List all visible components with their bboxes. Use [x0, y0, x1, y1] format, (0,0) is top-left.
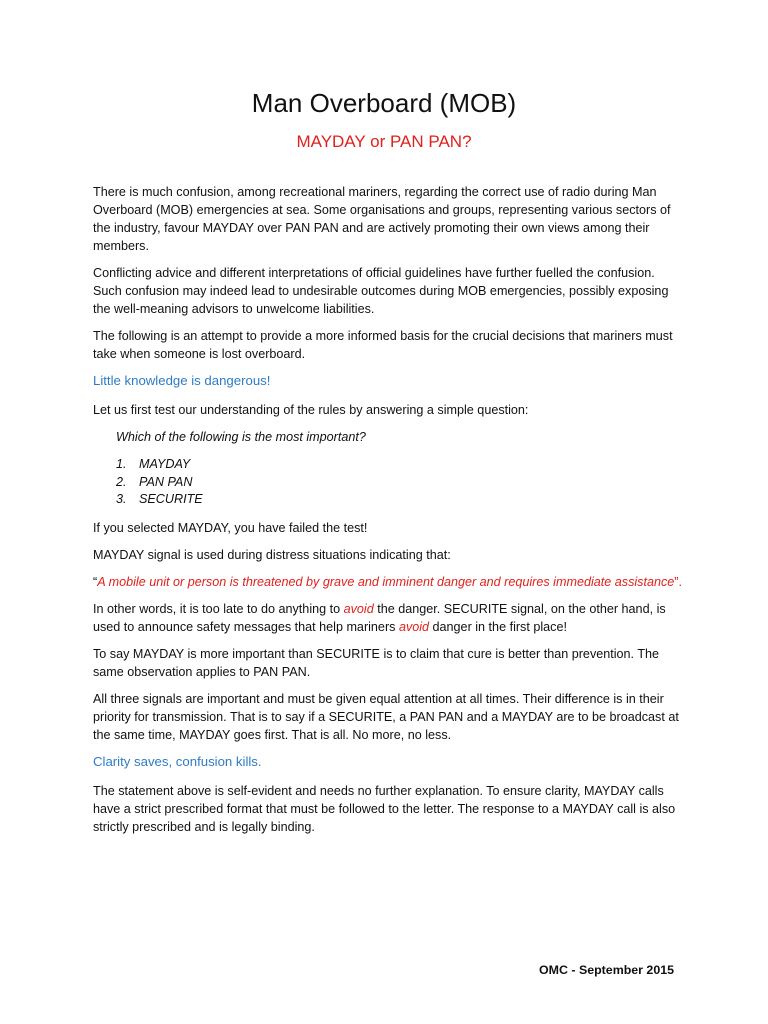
quote-text: A mobile unit or person is threatened by grave and imminent danger and requires immediate assistance [97, 574, 675, 589]
paragraph-following: The following is an attempt to provide a more informed basis for the crucial decisions that mariners must take when someone is lost overboard. [93, 329, 673, 361]
section-heading-clarity: Clarity saves, confusion kills. [93, 753, 262, 769]
quote-close-mark: ”. [674, 574, 682, 589]
paragraph-test-intro: Let us first test our understanding of the rules by answering a simple question: [93, 403, 529, 417]
text-run: In other words, it is too late to do anything to [93, 601, 344, 616]
emphasis-avoid: avoid [398, 619, 430, 634]
section-heading-little-knowledge: Little knowledge is dangerous! [93, 373, 271, 388]
list-item [116, 491, 685, 509]
page-title: Man Overboard (MOB) [251, 88, 517, 118]
paragraph-avoid-danger [93, 600, 685, 636]
text-run: the danger. SECURITE signal, on the other hand, is used to announce safety messages that help mariners [93, 601, 666, 634]
paragraph-test-result: If you selected MAYDAY, you have failed the test! [93, 520, 368, 535]
emphasis-avoid: avoid [343, 601, 374, 616]
document-body [93, 183, 685, 845]
paragraph-equal-attention: All three signals are important and must be given equal attention at all times. Their difference is in their priority for transmission. That is to say if a SECURITE, a PAN PAN and a MAYDAY are to be broadcast at the same time, MAYDAY goes first. That is all. No more, no less. [93, 691, 679, 742]
list-item-number: 2. [116, 474, 127, 489]
paragraph-self-evident: The statement above is self-evident and needs no further explanation. To ensure clarity, MAYDAY calls have a strict prescribed format that must be followed to the letter. The response to a MAYDAY call is also strictly prescribed and is legally binding. [93, 783, 676, 834]
quiz-question: Which of the following is the most important? [116, 430, 366, 444]
list-item-label: PAN PAN [139, 474, 193, 489]
mayday-definition-quote [93, 573, 685, 591]
quiz-options-list [93, 456, 685, 509]
list-item [116, 456, 685, 474]
page-footer: OMC - September 2015 [539, 963, 674, 977]
list-item [116, 474, 685, 492]
list-item-label: MAYDAY [139, 457, 191, 471]
paragraph-intro: There is much confusion, among recreational mariners, regarding the correct use of radio during Man Overboard (MOB) emergencies at sea. Some organisations and groups, representing various sectors of the industry, favour MAYDAY over PAN PAN and are actively promoting their own views among their members. [93, 185, 671, 253]
paragraph-mayday-intro: MAYDAY signal is used during distress situations indicating that: [93, 547, 451, 562]
list-item-label: SECURITE [139, 492, 203, 506]
paragraph-conflicting-advice: Conflicting advice and different interpretations of official guidelines have further fuelled the confusion. Such confusion may indeed lead to undesirable outcomes during MOB emergencies, possibly exposing the well-meaning advisors to unwelcome liabilities. [93, 266, 669, 316]
paragraph-cure-prevention: To say MAYDAY is more important than SECURITE is to claim that cure is better than prevention. The same observation applies to PAN PAN. [93, 646, 660, 679]
text-run: danger in the first place! [429, 619, 567, 634]
list-item-number: 3. [116, 492, 127, 506]
list-item-number: 1. [116, 457, 127, 471]
page-subtitle: MAYDAY or PAN PAN? [296, 132, 472, 151]
quote-open-mark: “ [93, 574, 98, 589]
